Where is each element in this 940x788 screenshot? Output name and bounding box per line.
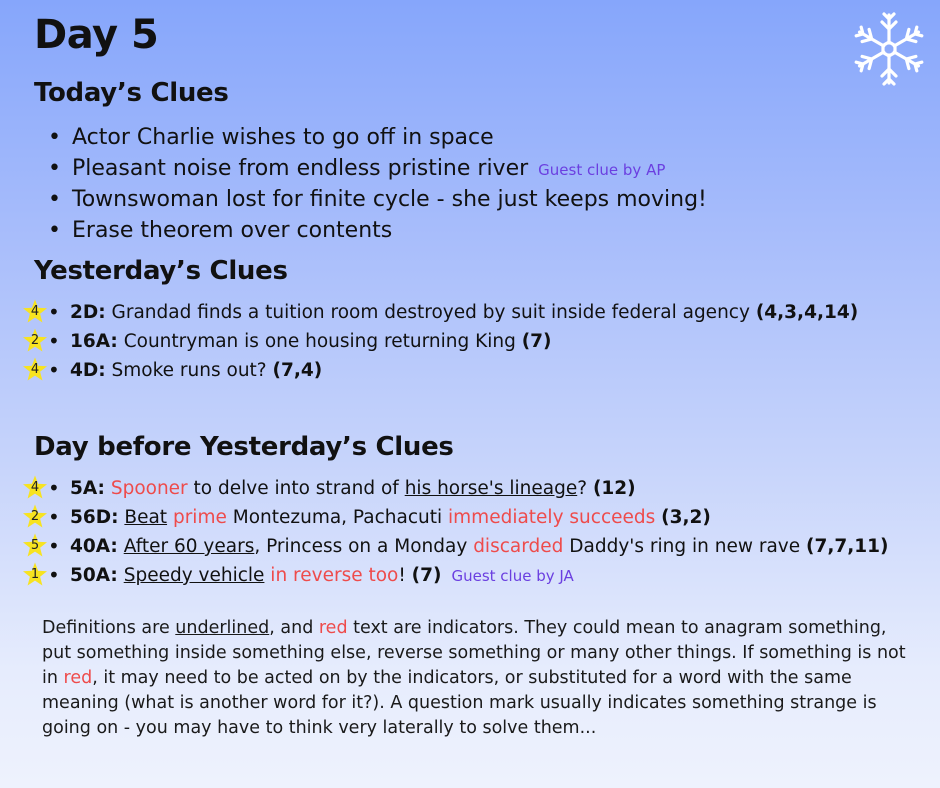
page-title: Day 5 — [34, 12, 159, 58]
day-before-clues-list — [30, 474, 889, 590]
guest-credit: Guest clue by AP — [538, 161, 666, 179]
list-item: • 2 16A: Countryman is one housing returning King (7) — [70, 327, 858, 356]
explanation-note: Definitions are underlined, and red text are indicators. They could mean to anagram something, put something inside something else, reverse something or many other things. If something is not in red, it may need to be acted on by the indicators, or substituted for a word with the same meaning (what is another word for it?). A question mark usually indicates something strange is going on - you may have to think very laterally to solve them... — [42, 618, 906, 738]
list-item: • 4 5A: Spooner to delve into strand of his horse's lineage? (12) — [70, 474, 888, 503]
yesterday-clues-heading: Yesterday’s Clues — [34, 256, 288, 286]
today-clues-list — [72, 122, 707, 246]
list-item: • Erase theorem over contents — [72, 215, 707, 246]
star-icon: • 5 — [22, 533, 48, 559]
yesterday-clues-list — [30, 298, 859, 385]
list-item: • 1 50A: Speedy vehicle in reverse too! (7) Guest clue by JA — [70, 561, 888, 590]
star-icon: • 1 — [22, 562, 48, 588]
list-item: • 4 4D: Smoke runs out? (7,4) — [70, 356, 858, 385]
star-icon: • 4 — [22, 357, 48, 383]
list-item: • 5 40A: After 60 years, Princess on a Monday discarded Daddy's ring in new rave (7,7,11) — [70, 532, 888, 561]
star-icon: • 2 — [22, 504, 48, 530]
list-item: • Townswoman lost for finite cycle - she just keeps moving! — [72, 184, 707, 215]
star-icon: • 2 — [22, 328, 48, 354]
snowflake-icon — [854, 10, 924, 88]
star-icon: • 4 — [22, 299, 48, 325]
list-item: • 4 2D: Grandad finds a tuition room destroyed by suit inside federal agency (4,3,4,14) — [70, 298, 858, 327]
star-icon: • 4 — [22, 475, 48, 501]
guest-credit: Guest clue by JA — [451, 567, 574, 585]
day-before-clues-heading: Day before Yesterday’s Clues — [34, 432, 454, 462]
list-item: • Pleasant noise from endless pristine river Guest clue by AP — [72, 153, 707, 184]
today-clues-heading: Today’s Clues — [34, 78, 229, 108]
list-item: • 2 56D: Beat prime Montezuma, Pachacuti immediately succeeds (3,2) — [70, 503, 888, 532]
list-item: • Actor Charlie wishes to go off in space — [72, 122, 707, 153]
